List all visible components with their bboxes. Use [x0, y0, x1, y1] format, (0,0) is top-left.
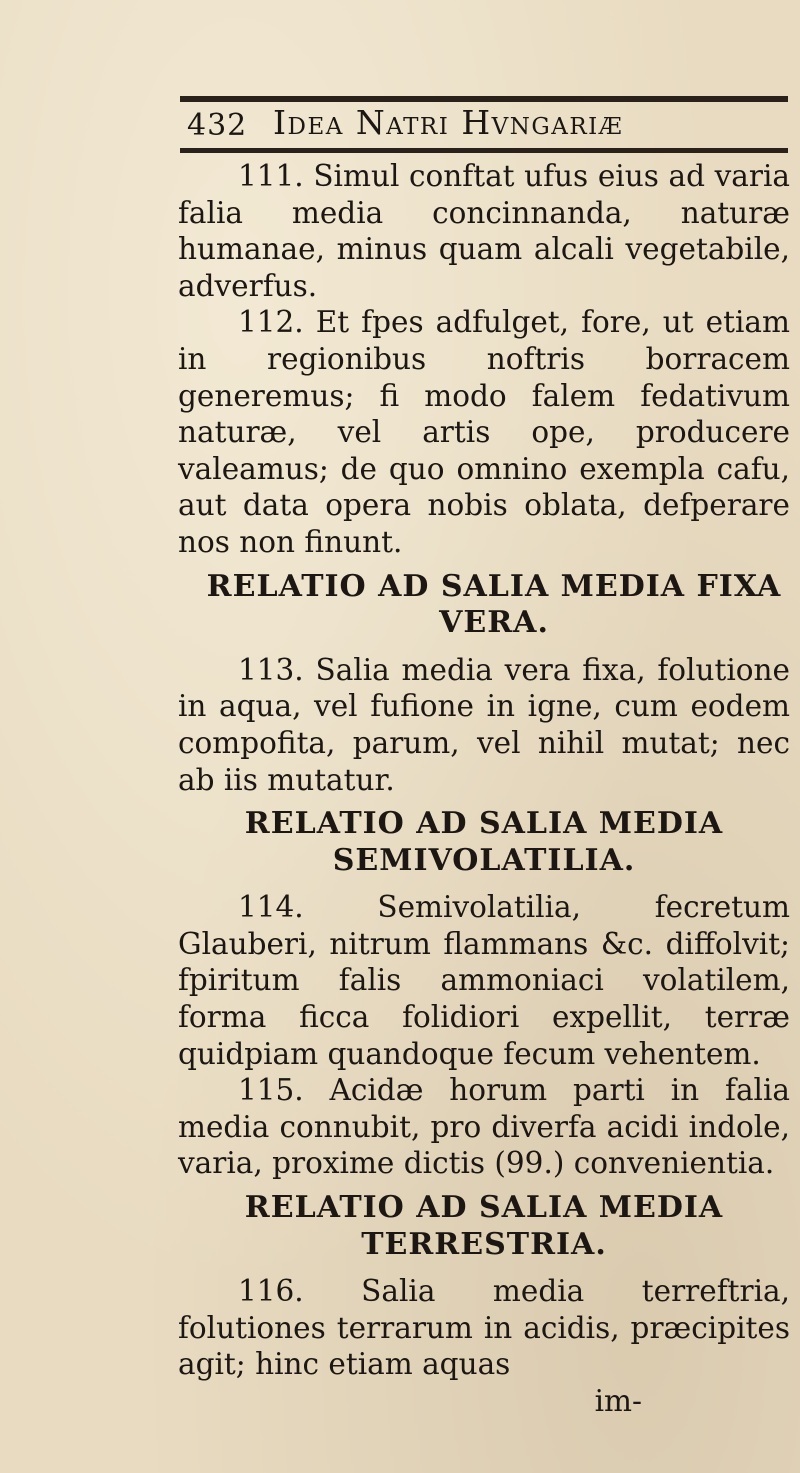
- paragraph-111: 111. Simul conftat ufus eius ad varia falia media concinnanda, naturæ humanae, minus quam alcali vegetabile, adverfus.: [178, 159, 790, 303]
- page-number: 432: [187, 108, 248, 143]
- paragraph-114: 114. Semivolatilia, fecretum Glauberi, nitrum flammans &c. diffolvit; fpiritum falis ammoniaci volatilem, forma ficca folidiori expellit, terræ quidpiam quandoque fecum vehentem.: [178, 890, 790, 1071]
- catchword: im-: [594, 1384, 642, 1418]
- paragraph-113: 113. Salia media vera fixa, folutione in aqua, vel fufione in igne, cum eodem compofita, parum, vel nihil mutat; nec ab iis mutatur.: [178, 652, 790, 797]
- running-title: Idea Natri Hvngariæ: [273, 103, 624, 142]
- paragraph-115: 115. Acidæ horum parti in falia media connubit, pro diverfa acidi indole, varia, proxime dictis (99.) convenientia.: [178, 1073, 790, 1181]
- page-header: [185, 100, 785, 148]
- section-heading-salia-fixa: RELATIO AD SALIA MEDIA FIXA VERA.: [206, 568, 782, 641]
- paragraph-112: 112. Et fpes adfulget, fore, ut etiam in regionibus noftris borracem generemus; fi modo falem fedativum naturæ, vel artis ope, producere valeamus; de quo omnino exempla cafu, aut data opera nobis oblata, defperare nos non finunt.: [178, 305, 790, 559]
- body-text: [178, 158, 790, 1420]
- section-heading-salia-terrestria: RELATIO AD SALIA MEDIA TERRESTRIA.: [244, 1190, 724, 1262]
- header-rule-bottom: [180, 148, 788, 153]
- section-heading-salia-semivolatilia: RELATIO AD SALIA MEDIA SEMIVOLATILIA.: [244, 806, 724, 878]
- paragraph-116: 116. Salia media terreftria, folutiones terrarum in acidis, præcipites agit; hinc etiam aquas: [178, 1274, 790, 1382]
